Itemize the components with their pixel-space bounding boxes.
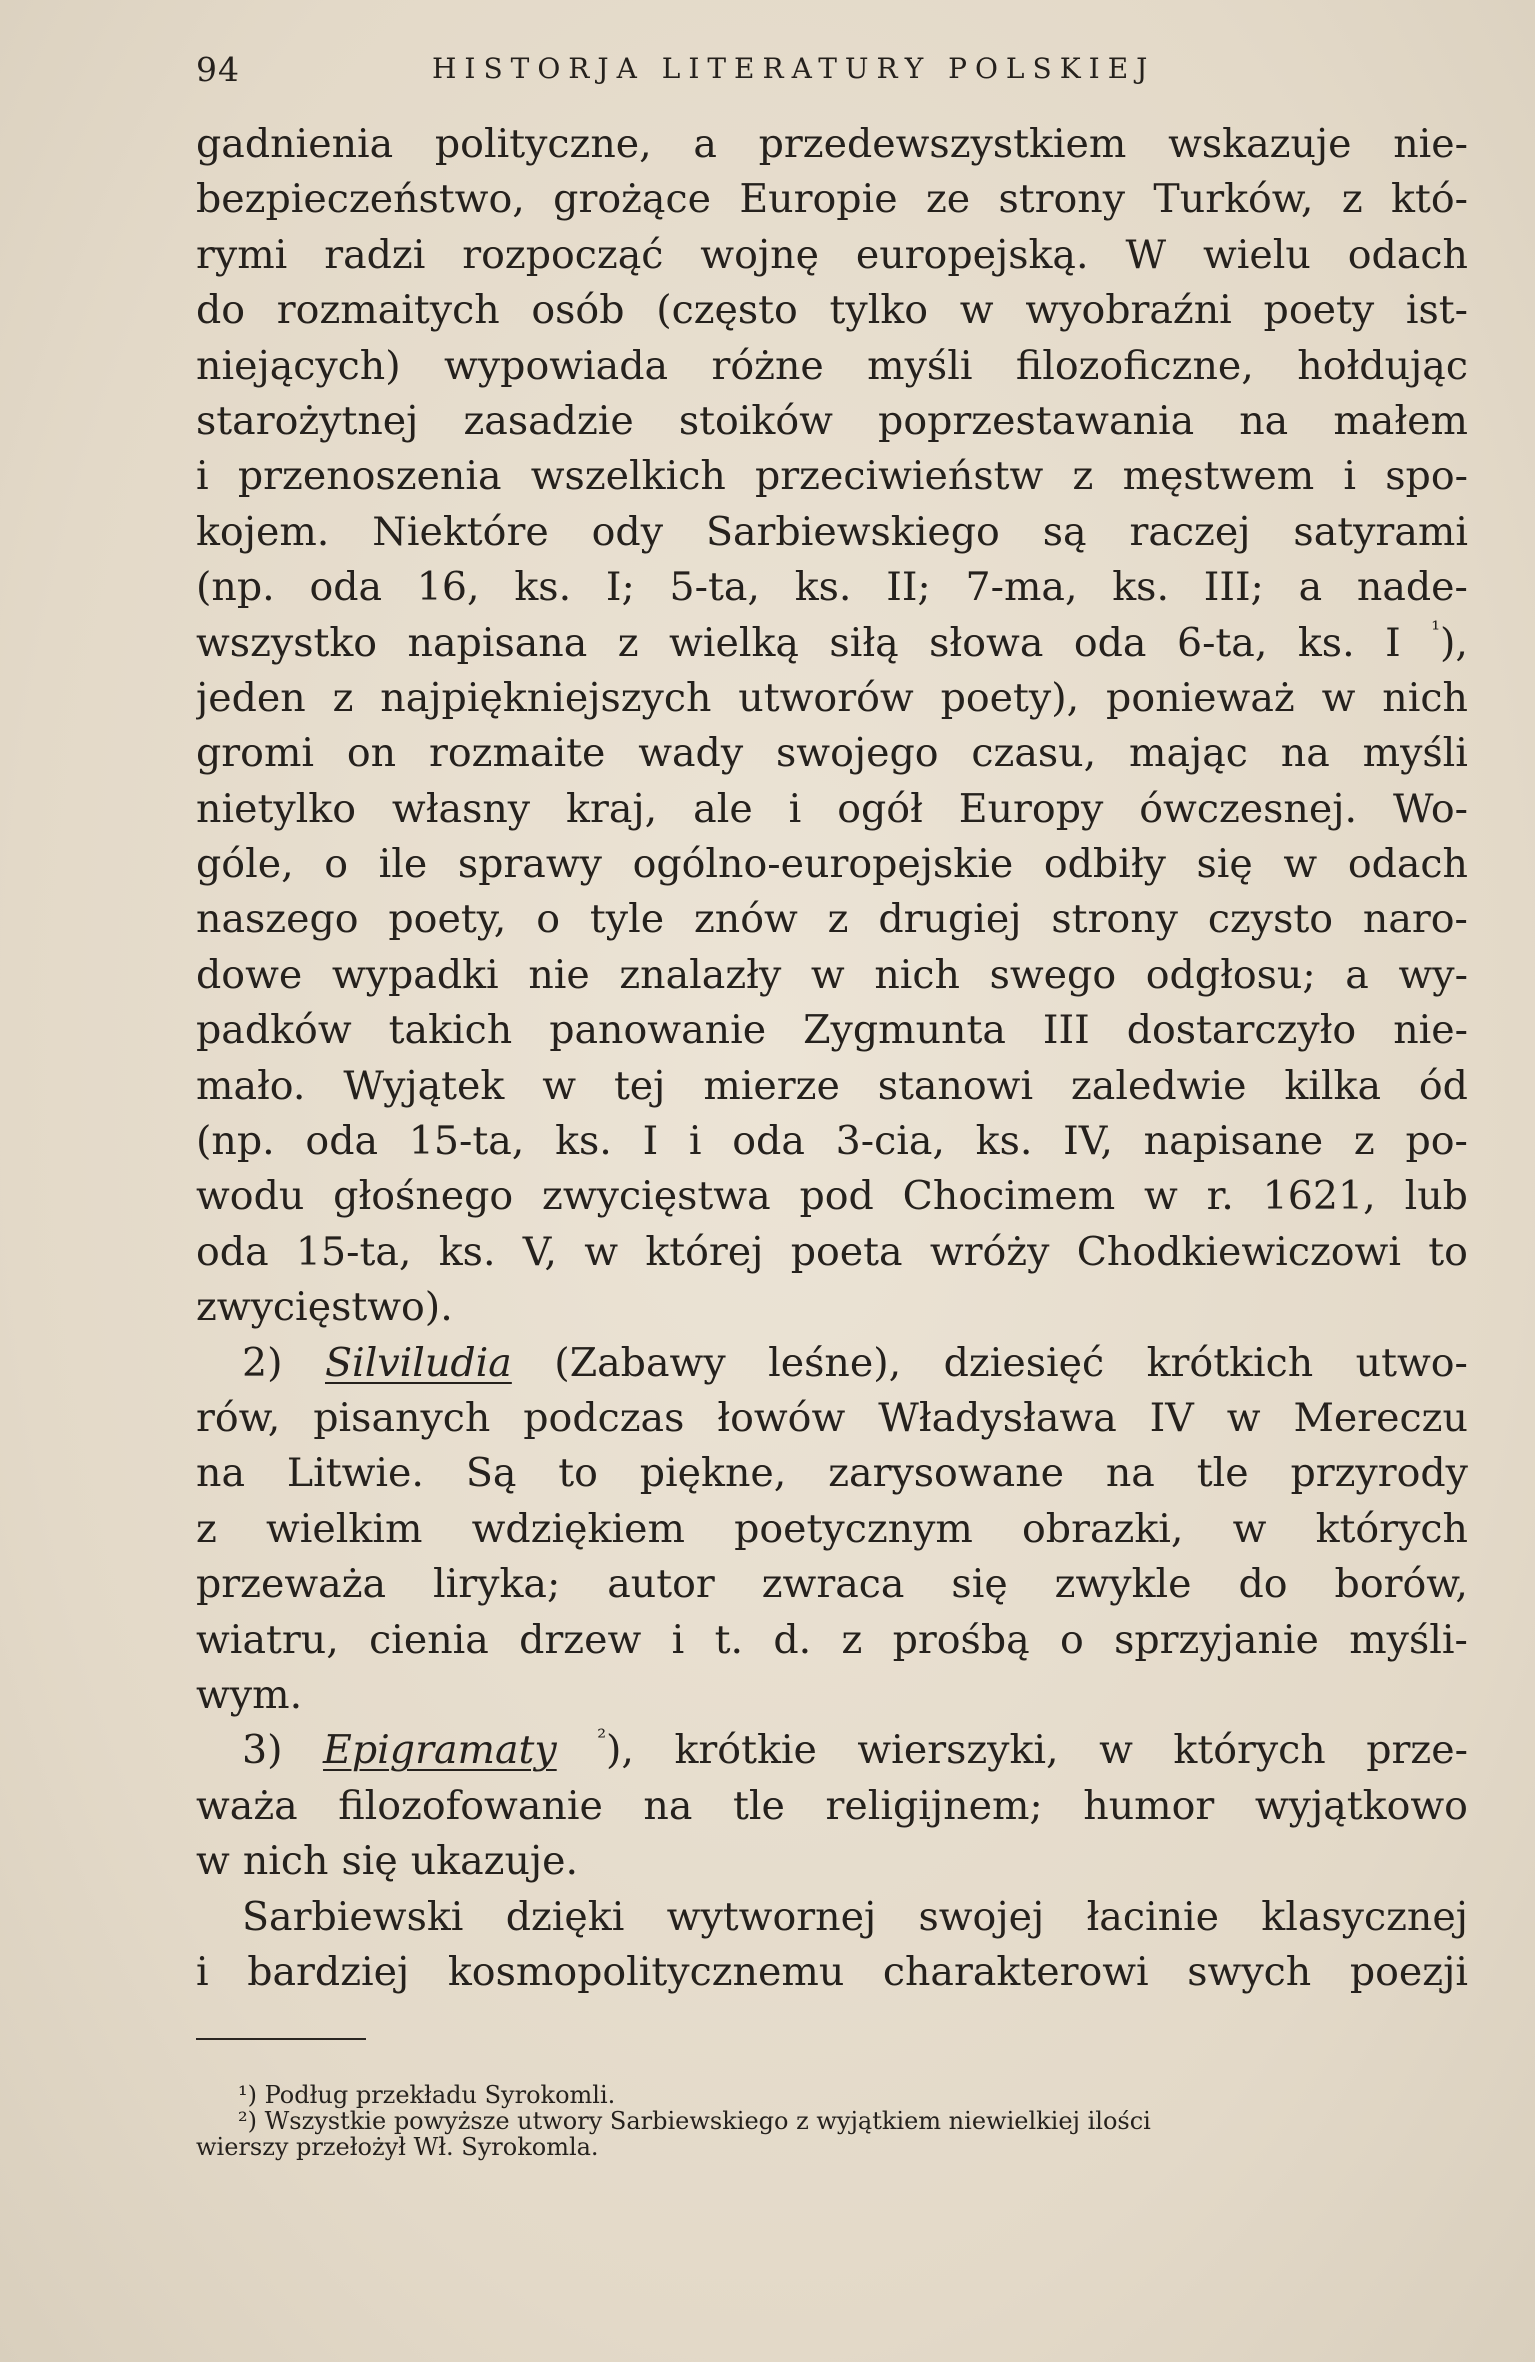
text-line: padków takich panowanie Zygmunta III dostarczyło nie- <box>196 1007 1468 1054</box>
text-line: do rozmaitych osób (często tylko w wyobraźni poety ist- <box>196 287 1468 334</box>
running-title: HISTORJA LITERATURY POLSKIEJ <box>432 52 1156 85</box>
text-line: Sarbiewski dzięki wytwornej swojej łacinie klasycznej <box>242 1893 1468 1940</box>
body-text <box>196 117 1468 2000</box>
text-line: zwycięstwo). <box>196 1284 453 1331</box>
text-line: gadnienia polityczne, a przedewszystkiem wskazuje nie- <box>196 121 1468 167</box>
text-line: waża filozofowanie na tle religijnem; humor wyjątkowo <box>196 1782 1468 1829</box>
text-line: bezpieczeństwo, grożące Europie ze strony Turków, z któ- <box>196 176 1468 223</box>
text-line: gromi on rozmaite wady swojego czasu, mając na myśli <box>196 730 1468 777</box>
text-line: 3) Epigramaty $^{^2}$), krótkie wierszyki, w których prze- <box>242 1726 1468 1774</box>
footnotes <box>196 2082 1468 2160</box>
text-line: niejących) wypowiada różne myśli filozoficzne, hołdując <box>196 342 1468 389</box>
page-number: 94 <box>196 50 240 89</box>
text-line: wiatru, cienia drzew i t. d. z prośbą o sprzyjanie myśli- <box>196 1616 1468 1663</box>
text-line: nietylko własny kraj, ale i ogół Europy ówczesnej. Wo- <box>196 785 1468 832</box>
text-line: oda 15-ta, ks. V, w której poeta wróży Chodkiewiczowi to <box>196 1228 1468 1275</box>
text-line: jeden z najpiękniejszych utworów poety), ponieważ w nich <box>196 674 1468 721</box>
text-line: z wielkim wdziękiem poetycznym obrazki, w których <box>196 1505 1468 1552</box>
text-line: wszystko napisana z wielką siłą słowa oda 6-ta, ks. I $^{^1}$), <box>196 618 1468 666</box>
footnote-line: ¹) Podług przekładu Syrokomli. <box>238 2081 616 2109</box>
footnote-line: wierszy przełożył Wł. Syrokomla. <box>196 2133 599 2161</box>
text-line: 2) Silviludia (Zabawy leśne), dziesięć krótkich utwo- <box>242 1339 1468 1386</box>
text-line: kojem. Niektóre ody Sarbiewskiego są raczej satyrami <box>196 508 1468 555</box>
text-line: i bardziej kosmopolitycznemu charakterowi swych poezji <box>196 1948 1468 1995</box>
text-line: wodu głośnego zwycięstwa pod Chocimem w r. 1621, lub <box>196 1173 1468 1220</box>
text-line: naszego poety, o tyle znów z drugiej strony czysto naro- <box>196 896 1468 943</box>
footnote-line: ²) Wszystkie powyższe utwory Sarbiewskiego z wyjątkiem niewielkiej ilości <box>238 2107 1151 2135</box>
book-page <box>196 0 1468 2362</box>
page-header <box>196 44 1468 104</box>
text-line: i przenoszenia wszelkich przeciwieństw z męstwem i spo- <box>196 453 1468 500</box>
text-line: rów, pisanych podczas łowów Władysława IV w Mereczu <box>196 1394 1468 1441</box>
text-line: rymi radzi rozpocząć wojnę europejską. W wielu odach <box>196 231 1468 278</box>
text-line: na Litwie. Są to piękne, zarysowane na tle przyrody <box>196 1450 1468 1497</box>
text-line: w nich się ukazuje. <box>196 1838 579 1885</box>
text-line: góle, o ile sprawy ogólno-europejskie odbiły się w odach <box>196 841 1468 888</box>
text-line: mało. Wyjątek w tej mierze stanowi zaledwie kilka ód <box>196 1062 1468 1109</box>
footnote-divider <box>196 2038 366 2040</box>
text-line: dowe wypadki nie znalazły w nich swego odgłosu; a wy- <box>196 951 1468 998</box>
text-line: starożytnej zasadzie stoików poprzestawania na małem <box>196 397 1468 444</box>
text-line: (np. oda 15-ta, ks. I i oda 3-cia, ks. IV, napisane z po- <box>196 1118 1468 1165</box>
text-line: wym. <box>196 1671 303 1718</box>
text-line: (np. oda 16, ks. I; 5-ta, ks. II; 7-ma, ks. III; a nade- <box>196 564 1468 611</box>
text-line: przeważa liryka; autor zwraca się zwykle do borów, <box>196 1561 1468 1608</box>
